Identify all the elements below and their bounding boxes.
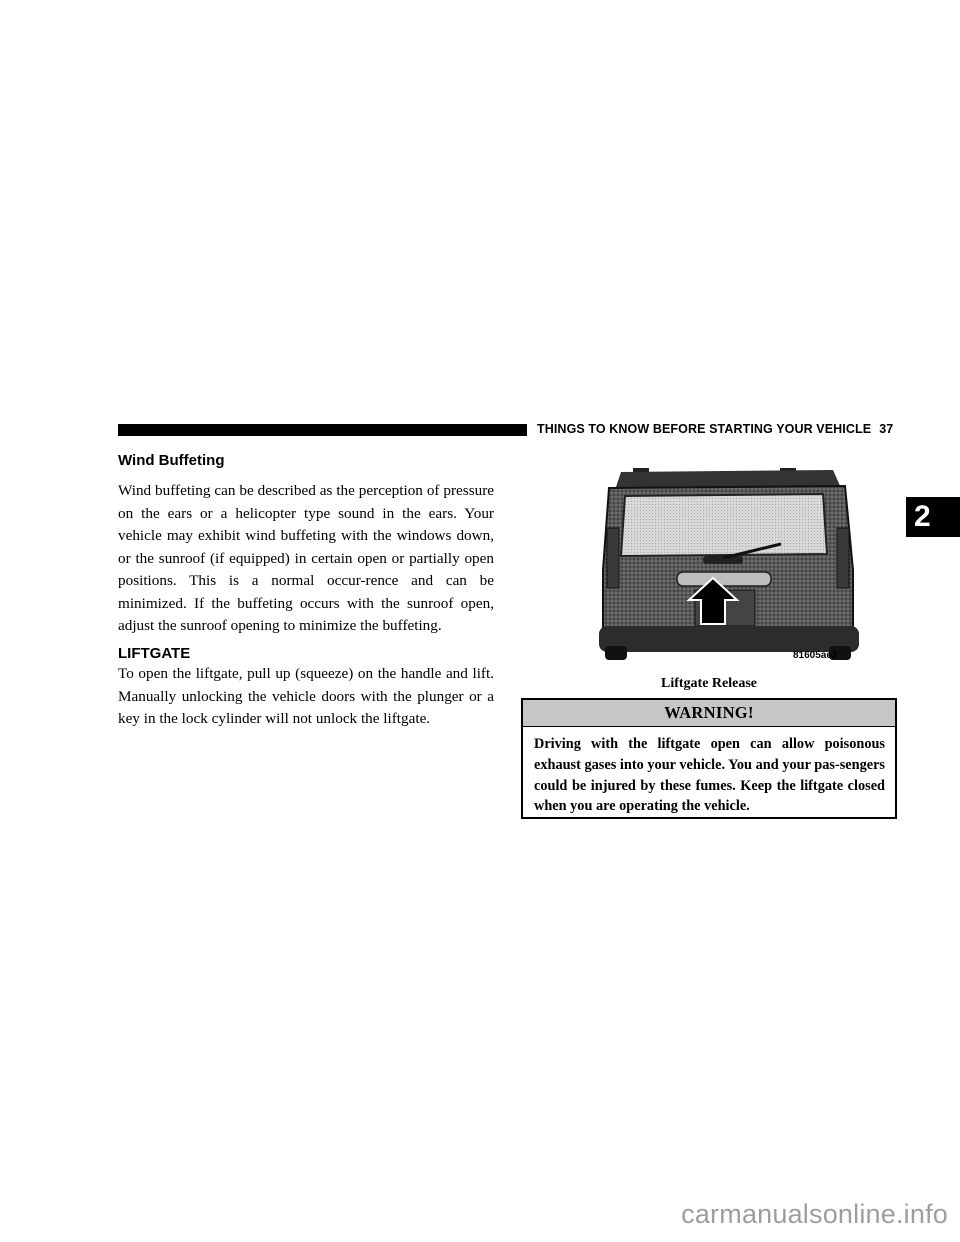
vehicle-rear-icon [585, 458, 895, 666]
page-number: 37 [879, 422, 894, 436]
wind-buffeting-heading: Wind Buffeting [118, 452, 225, 469]
warning-box [521, 698, 897, 819]
chapter-tab: 2 [906, 497, 960, 537]
header-section-title: THINGS TO KNOW BEFORE STARTING YOUR VEHICLE [537, 422, 872, 436]
figure-caption: Liftgate Release [660, 676, 758, 691]
running-header [537, 422, 893, 436]
warning-text: Driving with the liftgate open can allow poisonous exhaust gases into your vehicle. You and your pas-sengers could be injured by these fumes. Keep the liftgate closed when you are operating the vehicle. [534, 736, 885, 815]
wind-buffeting-text: Wind buffeting can be described as the perception of pressure on the ears or a helicopter type sound in the ears. Your vehicle may exhibit wind buffeting with the windows down, or the sunroof (if equipped) in certain open or partially open positions. This is a normal occur-rence and can be minimized. If the buffeting occurs with the sunroof open, adjust the sunroof opening to minimize the buffeting. [118, 482, 494, 634]
liftgate-text: To open the liftgate, pull up (squeeze) on the handle and lift. Manually unlocking the vehicle doors with the plunger or a key in the lock cylinder will not unlock the liftgate. [118, 665, 494, 727]
watermark: carmanualsonline.info [681, 1199, 948, 1229]
warning-title: WARNING! [523, 700, 895, 727]
liftgate-heading: LIFTGATE [118, 645, 191, 662]
header-rule [118, 424, 527, 436]
figure-code: 81605ae2 [793, 650, 838, 661]
liftgate-release-illustration [585, 458, 895, 666]
